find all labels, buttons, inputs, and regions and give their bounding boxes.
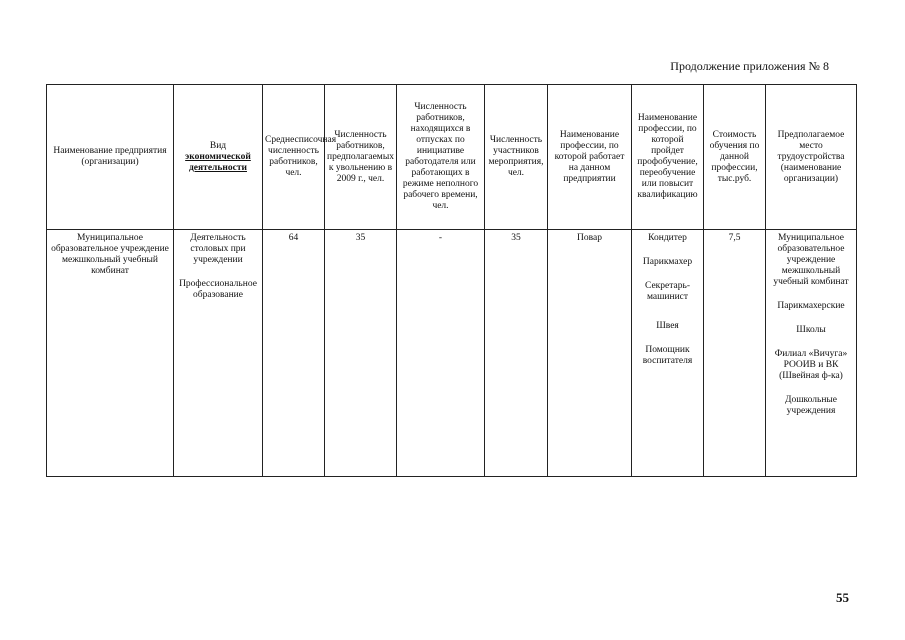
training-profession-item: Помощник воспитателя — [642, 345, 693, 366]
cell-to-dismiss: 35 — [325, 230, 397, 477]
cell-avg-staff: 64 — [263, 230, 325, 477]
col-header-to-dismiss: Численность работников, предполагаемых к увольнению в 2009 г., чел. — [325, 85, 397, 230]
training-table — [46, 84, 857, 477]
cell-activity — [174, 230, 263, 477]
cell-on-leave: - — [397, 230, 485, 477]
employment-place-item: Муниципальное образовательное учреждение межшкольный учебный комбинат — [773, 233, 849, 287]
cell-enterprise: Муниципальное образовательное учреждение межшкольный учебный комбинат — [47, 230, 174, 477]
employment-place-item: Школы — [796, 325, 826, 335]
page-number: 55 — [836, 590, 849, 605]
col-header-avg-staff: Среднесписочная численность работников, чел. — [263, 85, 325, 230]
employment-place-item: Парикмахерские — [777, 301, 845, 311]
table-header-row — [47, 85, 857, 230]
training-profession-item: Секретарь-машинист — [645, 281, 690, 302]
training-profession-item: Парикмахер — [642, 257, 693, 267]
employment-place-item: Филиал «Вичуга» РООИВ и ВК (Швейная ф-ка) — [774, 349, 848, 381]
col-header-current-profession: Наименование профессии, по которой работает на данном предприятии — [548, 85, 632, 230]
cell-participants: 35 — [485, 230, 548, 477]
activity-item: Профессиональное образование — [179, 279, 257, 300]
col-header-training-cost: Стоимость обучения по данной профессии, тыс.руб. — [704, 85, 766, 230]
col-header-activity — [174, 85, 263, 230]
training-profession-item: Кондитер — [648, 233, 687, 243]
col-header-employment-place: Предполагаемое место трудоустройства (наименование организации) — [766, 85, 857, 230]
activity-item: Деятельность столовых при учреждении — [190, 233, 246, 265]
col-header-enterprise: Наименование предприятия (организации) — [47, 85, 174, 230]
training-profession-item: Швея — [656, 321, 679, 331]
cell-current-profession: Повар — [548, 230, 632, 477]
col-header-training-profession: Наименование профессии, по которой пройдет профобучение, переобучение или повысит квалификацию — [632, 85, 704, 230]
col-header-on-leave: Численность работников, находящихся в отпусках по инициативе работодателя или работающих в режиме неполного рабочего времени, чел. — [397, 85, 485, 230]
table-row — [47, 230, 857, 477]
cell-training-professions — [632, 230, 704, 477]
col-header-participants: Численность участников мероприятия, чел. — [485, 85, 548, 230]
cell-employment-places — [766, 230, 857, 477]
employment-place-item: Дошкольные учреждения — [784, 395, 838, 416]
col-header-activity-line2: экономической деятельности — [185, 151, 251, 173]
cell-training-cost: 7,5 — [704, 230, 766, 477]
continuation-note: Продолжение приложения № 8 — [670, 59, 829, 73]
col-header-activity-line1: Вид — [209, 140, 227, 151]
